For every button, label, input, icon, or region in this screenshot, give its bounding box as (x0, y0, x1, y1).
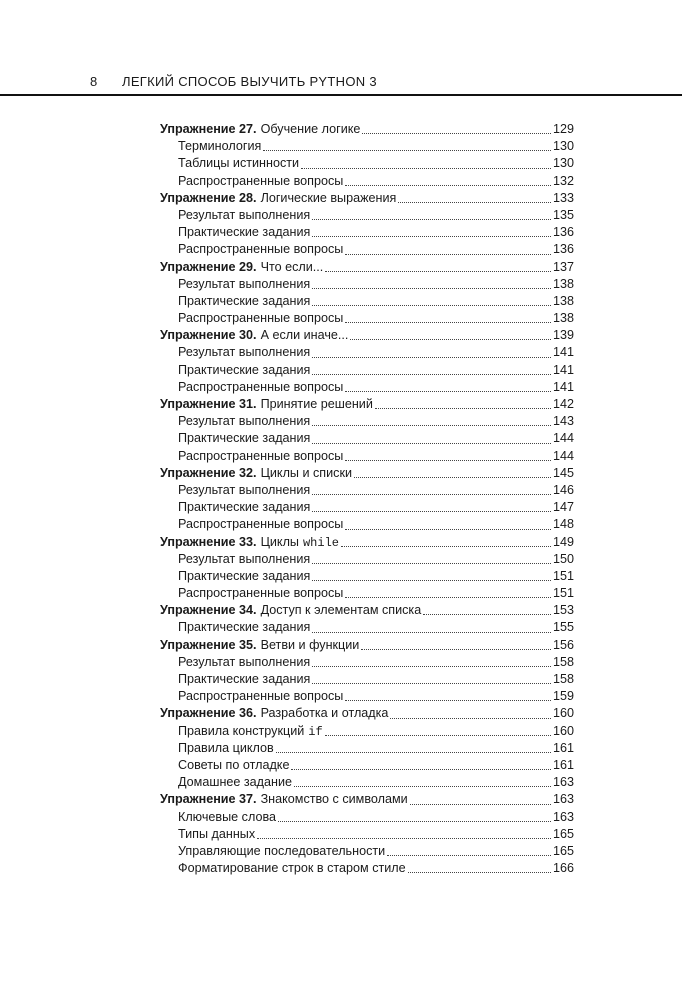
toc-chapter-entry (160, 121, 574, 138)
toc-section-entry (160, 654, 574, 671)
dot-leader (350, 339, 551, 340)
toc-chapter-entry (160, 190, 574, 207)
toc-section-entry (160, 619, 574, 636)
dot-leader (312, 236, 551, 237)
dot-leader (325, 735, 551, 736)
toc-page-number: 145 (552, 465, 574, 480)
toc-page-number: 136 (552, 242, 574, 257)
dot-leader (312, 288, 551, 289)
toc-section-entry (160, 843, 574, 860)
toc-page-number: 132 (552, 173, 574, 188)
toc-section-entry (160, 671, 574, 688)
toc-page-number: 146 (552, 482, 574, 497)
toc-page-number: 161 (552, 757, 574, 772)
toc-exercise-label: Упражнение 27. (160, 122, 257, 136)
toc-entry-title: Разработка и отладка (260, 706, 389, 721)
toc-chapter-entry (160, 534, 574, 551)
dot-leader (312, 511, 551, 512)
toc-entry-title: Типы данных (178, 826, 256, 841)
toc-section-entry (160, 448, 574, 465)
dot-leader (398, 202, 551, 203)
toc-section-entry (160, 774, 574, 791)
toc-page-number: 155 (552, 620, 574, 635)
toc-chapter-entry (160, 327, 574, 344)
toc-chapter-entry (160, 259, 574, 276)
toc-section-entry (160, 155, 574, 172)
toc-section-entry (160, 241, 574, 258)
toc-exercise-label: Упражнение 35. (160, 637, 257, 652)
toc-section-entry (160, 688, 574, 705)
dot-leader (291, 769, 551, 770)
dot-leader (354, 477, 551, 478)
toc-page-number: 141 (552, 345, 574, 360)
toc-entry-title: Распространенные вопросы (178, 689, 344, 704)
toc-entry-title: Распространенные вопросы (178, 311, 344, 326)
toc-section-entry (160, 809, 574, 826)
toc-exercise-label: Упражнение 34. (160, 603, 257, 618)
dot-leader (312, 494, 551, 495)
toc-exercise-label: Упражнение 28. (160, 190, 257, 205)
dot-leader (390, 718, 551, 719)
toc-exercise-label: Упражнение 36. (160, 706, 257, 721)
toc-section-entry (160, 740, 574, 757)
dot-leader (312, 357, 551, 358)
dot-leader (345, 391, 551, 392)
dot-leader (312, 563, 551, 564)
toc-page-number: 138 (552, 293, 574, 308)
toc-page-number: 138 (552, 311, 574, 326)
page-number: 8 (90, 73, 98, 89)
toc-section-entry (160, 293, 574, 310)
toc-entry-title: Практические задания (178, 568, 311, 583)
dot-leader (387, 855, 551, 856)
toc-section-entry (160, 860, 574, 877)
toc-exercise-label: Упражнение 30. (160, 328, 257, 343)
toc-exercise-label: Упражнение 37. (160, 792, 257, 807)
toc-page-number: 139 (552, 328, 574, 343)
toc-entry-title: Знакомство с символами (260, 792, 408, 807)
toc-entry-title: Таблицы истинности (178, 156, 300, 171)
toc-page-number: 143 (552, 414, 574, 429)
dot-leader (278, 821, 551, 822)
toc-entry-title: Практические задания (178, 672, 311, 686)
running-title: ЛЕГКИЙ СПОСОБ ВЫУЧИТЬ PYTHON 3 (122, 73, 377, 89)
toc-entry-title: Советы по отладке (178, 757, 290, 772)
toc-entry-title: А если иначе... (260, 328, 349, 343)
toc-entry-title: Домашнее задание (178, 775, 293, 790)
dot-leader (408, 872, 551, 873)
toc-page-number: 142 (552, 397, 574, 411)
toc-page-number: 135 (552, 207, 574, 222)
toc-page-number: 163 (552, 792, 574, 807)
dot-leader (294, 786, 551, 787)
toc-page-number: 130 (552, 139, 574, 154)
table-of-contents (160, 121, 574, 877)
toc-page-number: 160 (552, 706, 574, 721)
toc-entry-title: Практические задания (178, 431, 311, 446)
toc-page-number: 153 (552, 603, 574, 618)
toc-entry-title: Ветви и функции (260, 637, 360, 652)
toc-section-entry (160, 585, 574, 602)
dot-leader (423, 614, 551, 615)
toc-page-number: 130 (552, 156, 574, 171)
toc-section-entry (160, 310, 574, 327)
toc-section-entry (160, 757, 574, 774)
toc-entry-title: Ключевые слова (178, 809, 277, 824)
running-header (90, 71, 610, 91)
dot-leader (345, 529, 551, 530)
toc-section-entry (160, 430, 574, 447)
toc-entry-title: Практические задания (178, 293, 311, 308)
toc-section-entry (160, 344, 574, 361)
toc-page-number: 141 (552, 362, 574, 377)
toc-page-number: 138 (552, 276, 574, 291)
toc-exercise-label: Упражнение 31. (160, 397, 257, 411)
toc-page-number: 129 (552, 122, 574, 136)
toc-code-keyword: if (308, 724, 323, 739)
toc-entry-title: Логические выражения (260, 190, 397, 205)
toc-entry-title: Практические задания (178, 362, 311, 377)
toc-page-number: 158 (552, 672, 574, 686)
toc-section-entry (160, 482, 574, 499)
toc-page-number: 159 (552, 689, 574, 704)
toc-entry-title: Циклы (260, 534, 299, 549)
toc-entry-title: Распространенные вопросы (178, 242, 344, 257)
toc-entry-title: Распространенные вопросы (178, 517, 344, 532)
toc-page-number: 149 (552, 534, 574, 549)
toc-page-number: 163 (552, 809, 574, 824)
toc-section-entry (160, 379, 574, 396)
dot-leader (345, 254, 551, 255)
toc-section-entry (160, 362, 574, 379)
toc-entry-title: Управляющие последовательности (178, 843, 386, 858)
toc-chapter-entry (160, 705, 574, 722)
toc-entry-title: Практические задания (178, 225, 311, 240)
toc-page-number: 166 (552, 861, 574, 876)
dot-leader (375, 408, 551, 409)
toc-page-number: 150 (552, 551, 574, 566)
dot-leader (276, 752, 551, 753)
dot-leader (325, 271, 551, 272)
toc-entry-title: Практические задания (178, 500, 311, 515)
toc-section-entry (160, 224, 574, 241)
toc-page-number: 165 (552, 826, 574, 841)
toc-page-number: 163 (552, 775, 574, 790)
toc-entry-title: Результат выполнения (178, 482, 311, 497)
toc-chapter-entry (160, 637, 574, 654)
dot-leader (410, 804, 551, 805)
toc-exercise-label: Упражнение 32. (160, 465, 257, 480)
dot-leader (263, 150, 551, 151)
toc-page-number: 151 (552, 568, 574, 583)
toc-section-entry (160, 173, 574, 190)
toc-section-entry (160, 568, 574, 585)
toc-entry-title: Принятие решений (260, 397, 373, 411)
toc-page-number: 136 (552, 225, 574, 240)
toc-chapter-entry (160, 602, 574, 619)
dot-leader (312, 666, 551, 667)
header-rule (0, 94, 682, 96)
toc-entry-title: Практические задания (178, 620, 311, 635)
dot-leader (312, 219, 551, 220)
toc-page-number: 161 (552, 740, 574, 755)
dot-leader (345, 700, 551, 701)
dot-leader (312, 683, 551, 684)
dot-leader (312, 580, 551, 581)
toc-section-entry (160, 499, 574, 516)
toc-page-number: 148 (552, 517, 574, 532)
toc-section-entry (160, 723, 574, 740)
toc-entry-title: Доступ к элементам списка (260, 603, 422, 618)
toc-chapter-entry (160, 465, 574, 482)
toc-chapter-entry (160, 396, 574, 413)
toc-page-number: 144 (552, 431, 574, 446)
dot-leader (257, 838, 551, 839)
toc-entry-title: Распространенные вопросы (178, 586, 344, 601)
toc-entry-title: Результат выполнения (178, 276, 311, 291)
toc-exercise-label: Упражнение 29. (160, 259, 257, 274)
toc-entry-title: Результат выполнения (178, 345, 311, 360)
toc-page-number: 165 (552, 843, 574, 858)
toc-exercise-label: Упражнение 33. (160, 534, 257, 549)
dot-leader (312, 443, 551, 444)
toc-page-number: 133 (552, 190, 574, 205)
toc-section-entry (160, 276, 574, 293)
toc-section-entry (160, 207, 574, 224)
toc-chapter-entry (160, 791, 574, 808)
toc-entry-title: Правила циклов (178, 740, 274, 755)
toc-page-number: 144 (552, 448, 574, 463)
dot-leader (345, 322, 551, 323)
dot-leader (362, 133, 551, 134)
dot-leader (301, 168, 551, 169)
toc-entry-title: Результат выполнения (178, 414, 311, 429)
toc-page-number: 158 (552, 654, 574, 669)
toc-page-number: 156 (552, 637, 574, 652)
dot-leader (345, 460, 551, 461)
dot-leader (345, 597, 551, 598)
toc-entry-title: Результат выполнения (178, 654, 311, 669)
toc-section-entry (160, 138, 574, 155)
dot-leader (312, 632, 551, 633)
toc-entry-title: Терминология (178, 139, 262, 154)
toc-entry-title: Форматирование строк в старом стиле (178, 861, 406, 876)
toc-section-entry (160, 413, 574, 430)
toc-page-number: 137 (552, 259, 574, 274)
toc-entry-title: Результат выполнения (178, 551, 311, 566)
toc-code-keyword: while (302, 535, 339, 550)
toc-entry-title: Распространенные вопросы (178, 379, 344, 394)
dot-leader (341, 546, 551, 547)
toc-entry-title: Правила конструкций (178, 723, 305, 738)
toc-page-number: 147 (552, 500, 574, 515)
toc-page-number: 160 (552, 723, 574, 738)
toc-section-entry (160, 516, 574, 533)
toc-entry-title: Что если... (260, 259, 324, 274)
toc-entry-title: Циклы и списки (260, 465, 352, 480)
toc-entry-title: Распространенные вопросы (178, 173, 344, 188)
dot-leader (361, 649, 551, 650)
toc-entry-title: Результат выполнения (178, 207, 311, 222)
toc-page-number: 151 (552, 586, 574, 601)
dot-leader (312, 425, 551, 426)
toc-page-number: 141 (552, 379, 574, 394)
dot-leader (312, 374, 551, 375)
toc-section-entry (160, 826, 574, 843)
toc-entry-title: Распространенные вопросы (178, 448, 344, 463)
toc-section-entry (160, 551, 574, 568)
toc-entry-title: Обучение логике (260, 122, 361, 136)
dot-leader (312, 305, 551, 306)
dot-leader (345, 185, 551, 186)
